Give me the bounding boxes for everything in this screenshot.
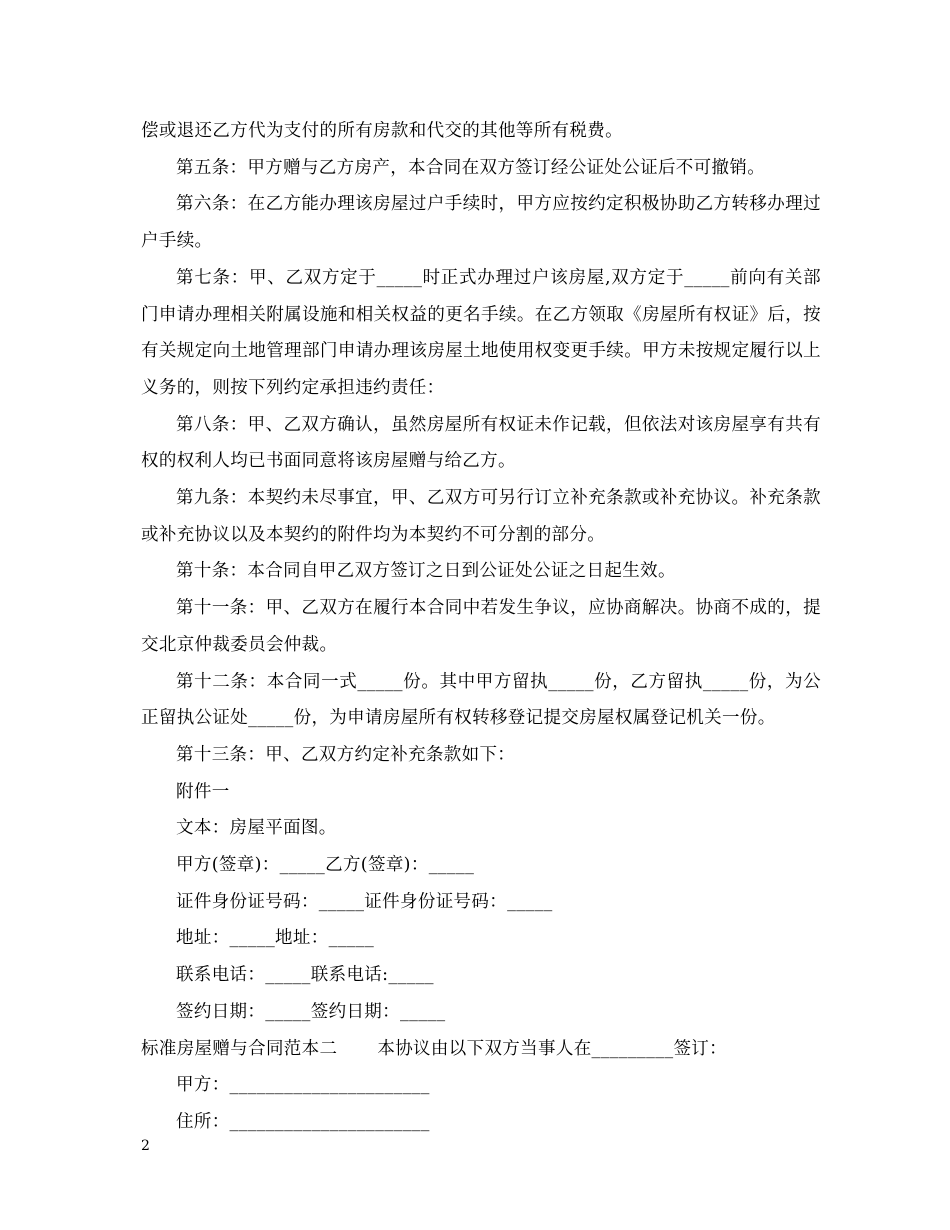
clause-13: 第十三条：甲、乙双方约定补充条款如下： <box>176 744 516 765</box>
clause-9: 第九条：本契约未尽事宜，甲、乙双方可另行订立补充条款或补充协议。补充条款或补充协议以及本契约的附件均为本契约不可分割的部分。 <box>141 488 821 545</box>
paragraph-continuation: 偿或退还乙方代为支付的所有房款和代交的其他等所有税费。 <box>141 121 623 141</box>
phone-line: 联系电话：_____联系电话:_____ <box>176 965 434 986</box>
clause-7: 第七条：甲、乙双方定于_____时正式办理过户该房屋,双方定于_____前向有关部门申请办理相关附属设施和相关权益的更名手续。在乙方领取《房屋所有权证》后，按有关规定向土地管理部门申请办理该房屋土地使用权变更手续。甲方未按规定履行以上义务的，则按下列约定承担违约责任： <box>141 267 821 398</box>
signature-line: 甲方(签章)：_____乙方(签章)：_____ <box>176 855 475 876</box>
clause-10: 第十条：本合同自甲乙双方签订之日到公证处公证之日起生效。 <box>176 561 676 582</box>
attachment-text: 文本：房屋平面图。 <box>176 818 337 839</box>
address-line: 地址：_____地址：_____ <box>176 928 375 949</box>
clause-11: 第十一条：甲、乙双方在履行本合同中若发生争议，应协商解决。协商不成的，提交北京仲裁委员会仲裁。 <box>141 598 821 655</box>
document-body <box>141 113 821 1141</box>
party-a-line: 甲方：______________________ <box>176 1075 430 1096</box>
section-heading-line <box>141 1031 821 1068</box>
section-intro: 本协议由以下双方当事人在_________签订： <box>377 1038 728 1059</box>
section-title: 标准房屋赠与合同范本二 <box>141 1038 338 1059</box>
clause-8: 第八条：甲、乙双方确认，虽然房屋所有权证未作记载，但依法对该房屋享有共有权的权利人均已书面同意将该房屋赠与给乙方。 <box>141 414 821 472</box>
attachment-title: 附件一 <box>176 781 230 802</box>
page-number: 2 <box>141 1138 150 1154</box>
clause-6: 第六条：在乙方能办理该房屋过户手续时，甲方应按约定积极协助乙方转移办理过户手续。 <box>141 194 821 252</box>
clause-5: 第五条：甲方赠与乙方房产，本合同在双方签订经公证处公证后不可撤销。 <box>176 157 766 178</box>
id-number-line: 证件身份证号码：_____证件身份证号码：_____ <box>176 891 553 912</box>
residence-line: 住所：______________________ <box>176 1111 430 1132</box>
clause-12: 第十二条：本合同一式_____份。其中甲方留执_____份，乙方留执_____份，为公正留执公证处_____份，为申请房屋所有权转移登记提交房屋权属登记机关一份。 <box>141 671 821 729</box>
sign-date-line: 签约日期：_____签约日期：_____ <box>176 1001 446 1022</box>
